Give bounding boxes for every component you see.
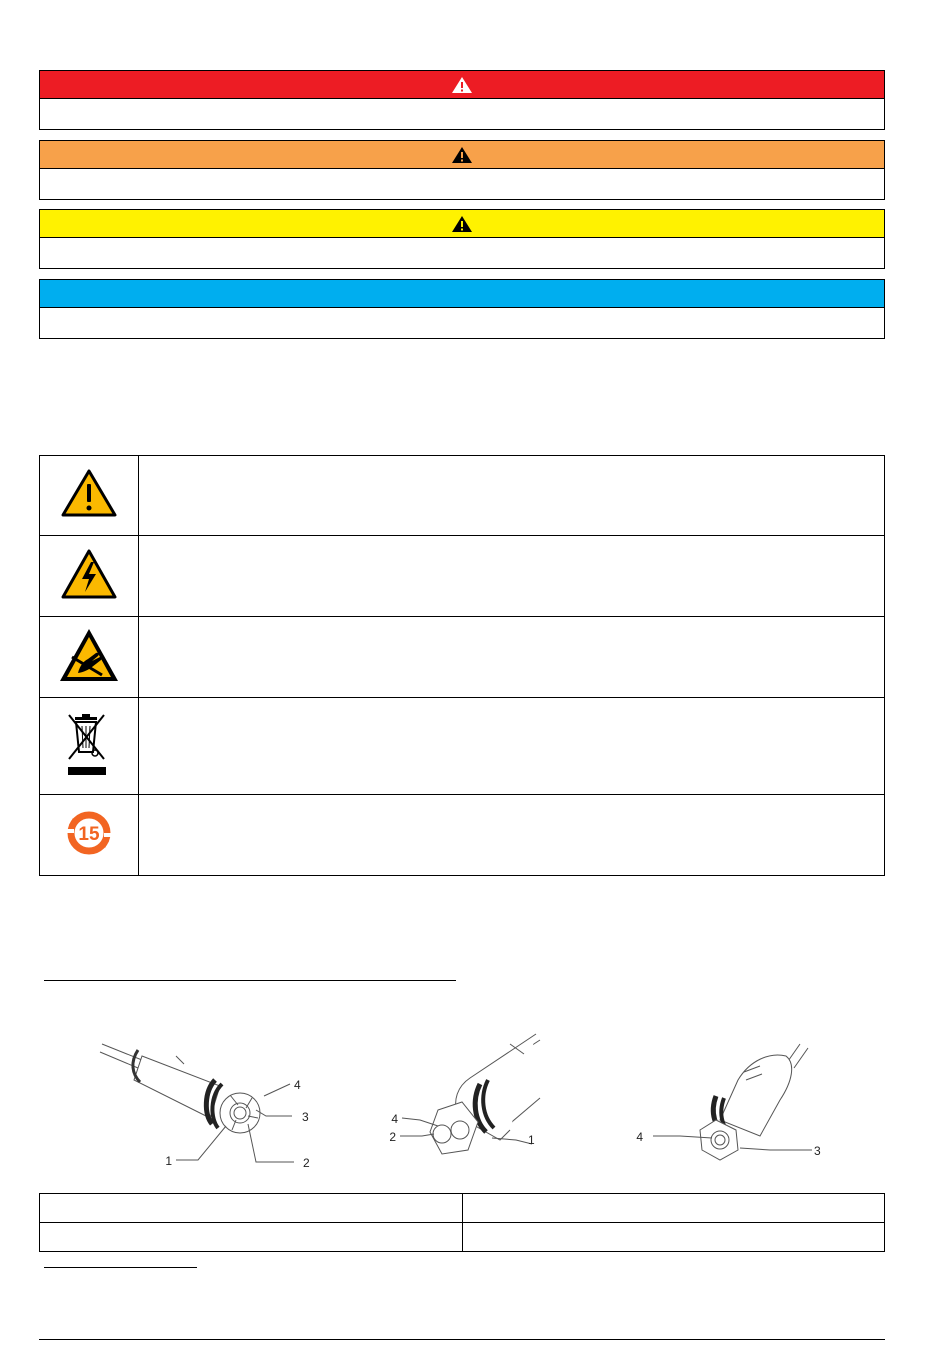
table-cell bbox=[40, 1194, 463, 1223]
callout-mid-1: 1 bbox=[528, 1133, 535, 1147]
symbol-description bbox=[138, 456, 884, 536]
caution-box bbox=[39, 209, 885, 269]
callout-left-1: 1 bbox=[165, 1154, 172, 1168]
warning-text bbox=[40, 169, 884, 199]
caution-header-bar bbox=[40, 210, 884, 238]
sensor-drawing-mid bbox=[430, 1034, 540, 1154]
warning-triangle-black-icon bbox=[451, 215, 473, 233]
caution-text bbox=[40, 238, 884, 268]
notice-header-bar bbox=[40, 280, 884, 308]
table-row bbox=[40, 1194, 885, 1223]
warning-header-bar bbox=[40, 141, 884, 169]
danger-header-bar bbox=[40, 71, 884, 99]
warning-triangle-black-icon bbox=[451, 146, 473, 164]
symbol-description bbox=[138, 795, 884, 876]
symbol-row bbox=[40, 456, 885, 536]
symbols-table bbox=[39, 455, 885, 876]
section-heading-rule bbox=[44, 980, 456, 981]
china-rohs-15-icon bbox=[63, 807, 115, 859]
callout-left-4: 4 bbox=[294, 1078, 301, 1092]
notice-text bbox=[40, 308, 884, 338]
warning-box bbox=[39, 140, 885, 200]
footnote-rule bbox=[44, 1267, 197, 1268]
sensor-drawing-right bbox=[700, 1044, 808, 1160]
callout-left-2: 2 bbox=[303, 1156, 310, 1170]
esd-sensitive-icon bbox=[58, 627, 120, 683]
callout-right-4: 4 bbox=[636, 1130, 643, 1144]
general-warning-icon bbox=[60, 468, 118, 518]
symbol-description bbox=[138, 617, 884, 698]
symbol-row bbox=[40, 617, 885, 698]
parts-table bbox=[39, 1193, 885, 1252]
callout-mid-2: 2 bbox=[389, 1130, 396, 1144]
table-cell bbox=[40, 1223, 463, 1252]
table-cell bbox=[462, 1194, 885, 1223]
callout-left-3: 3 bbox=[302, 1110, 309, 1124]
table-row bbox=[40, 1223, 885, 1252]
symbol-row bbox=[40, 795, 885, 876]
symbol-row bbox=[40, 698, 885, 795]
warning-triangle-white-icon bbox=[451, 76, 473, 94]
page-footer-rule bbox=[39, 1339, 885, 1340]
symbol-description bbox=[138, 536, 884, 617]
svg-text:15: 15 bbox=[78, 823, 100, 845]
callout-right-3: 3 bbox=[814, 1144, 821, 1158]
danger-box bbox=[39, 70, 885, 130]
sensor-drawing-left bbox=[100, 1044, 260, 1133]
symbol-description bbox=[138, 698, 884, 795]
danger-text bbox=[40, 99, 884, 129]
weee-crossed-bin-icon bbox=[64, 709, 114, 779]
sensor-illustrations bbox=[80, 1020, 850, 1180]
table-cell bbox=[462, 1223, 885, 1252]
electric-shock-icon bbox=[60, 548, 118, 600]
callout-mid-4: 4 bbox=[391, 1112, 398, 1126]
notice-box bbox=[39, 279, 885, 339]
symbol-row bbox=[40, 536, 885, 617]
